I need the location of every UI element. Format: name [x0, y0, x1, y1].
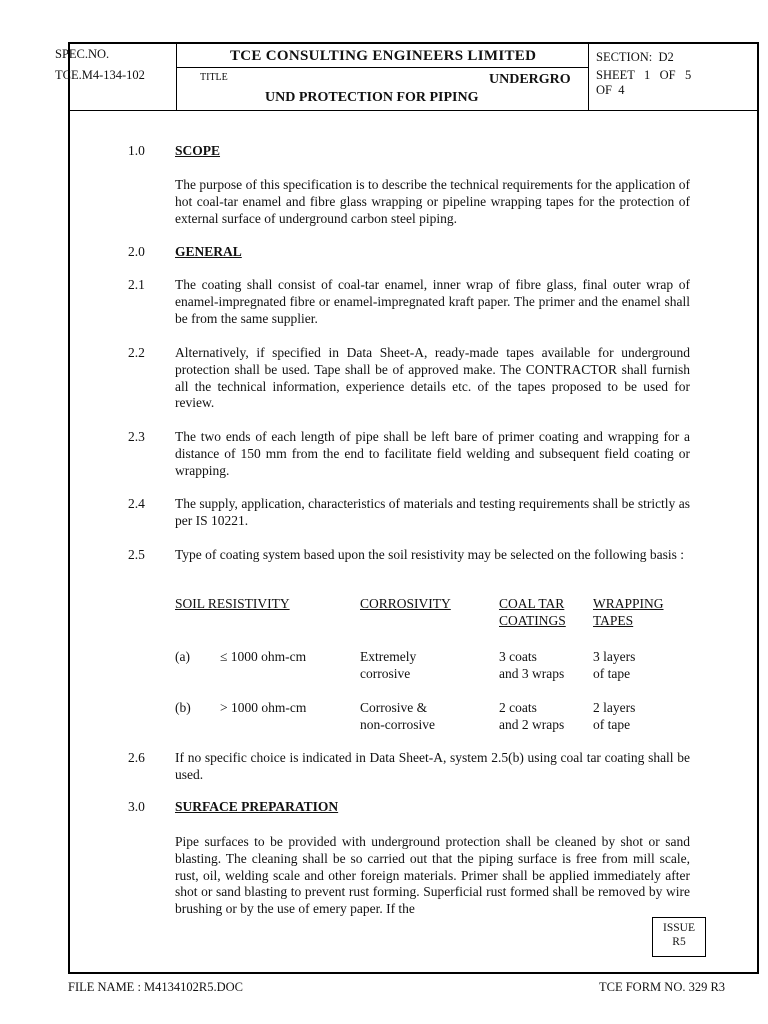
clause-2-1-paragraph: The coating shall consist of coal-tar enamel, inner wrap of fibre glass, final outer wrap of enamel-impregnated fibre or enamel-impregnated kraft paper. The primer and the enamel shall be from the same supplier. — [175, 277, 690, 326]
scope-paragraph: The purpose of this specification is to describe the technical requirements for the application of hot coal-tar enamel and fibre glass wrapping or pipeline wrapping tapes for the protection of external surface of underground carbon steel piping. — [175, 177, 690, 226]
title-line-2: UND PROTECTION FOR PIPING — [265, 90, 479, 105]
table-cell-coatings: and 3 wraps — [499, 666, 565, 681]
table-row-label: (a) — [175, 649, 190, 664]
table-cell-resistivity: > 1000 ohm-cm — [220, 700, 307, 715]
issue-revision: R5 — [672, 936, 686, 948]
table-cell-corrosivity: Corrosive & — [360, 700, 428, 715]
table-header-corrosivity: CORROSIVITY — [360, 596, 451, 611]
table-cell-corrosivity: corrosive — [360, 666, 411, 681]
section-label: SECTION: D2 — [596, 50, 674, 64]
table-header-wrapping: WRAPPING — [593, 596, 664, 611]
clause-number: 2.6 — [128, 750, 145, 765]
header-right-divider — [588, 42, 589, 110]
table-cell-tapes: 3 layers — [593, 649, 636, 664]
section-number: 3.0 — [128, 799, 145, 814]
clause-2-3-paragraph: The two ends of each length of pipe shall be left bare of primer coating and wrapping for a distance of 150 mm from the end to facilitate field welding and subsequent field coating or wrapping. — [175, 429, 690, 478]
clause-2-4-paragraph: The supply, application, characteristics of materials and testing requirements shall be strictly as per IS 10221. — [175, 496, 690, 528]
table-cell-coatings: 3 coats — [499, 649, 537, 664]
clause-2-6-paragraph: If no specific choice is indicated in Data Sheet-A, system 2.5(b) using coal tar coating shall be used. — [175, 750, 690, 782]
table-header-tapes: TAPES — [593, 613, 634, 628]
title-line-1: UNDERGRO — [489, 72, 571, 87]
table-cell-resistivity: ≤ 1000 ohm-cm — [220, 649, 307, 664]
clause-number: 2.4 — [128, 496, 145, 511]
clause-number: 2.2 — [128, 345, 145, 360]
title-divider-rule — [176, 67, 588, 68]
table-cell-coatings: and 2 wraps — [499, 717, 565, 732]
table-cell-tapes: 2 layers — [593, 700, 636, 715]
section-heading-scope: SCOPE — [175, 143, 221, 158]
table-cell-tapes: of tape — [593, 717, 631, 732]
company-name: TCE CONSULTING ENGINEERS LIMITED — [230, 48, 537, 64]
table-row-label: (b) — [175, 700, 191, 715]
sheet-label: SHEET 1 OF 5 — [596, 68, 692, 82]
section-heading-general: GENERAL — [175, 244, 242, 259]
clause-2-5-paragraph: Type of coating system based upon the soil resistivity may be selected on the following basis : — [175, 547, 684, 562]
table-cell-corrosivity: non-corrosive — [360, 717, 435, 732]
issue-box — [652, 917, 706, 957]
spec-no-value: TCE.M4-134-102 — [55, 68, 145, 82]
sheet-label-cont: OF 4 — [596, 83, 625, 97]
issue-label: ISSUE — [663, 922, 695, 934]
title-label: TITLE — [200, 72, 228, 83]
section-number: 2.0 — [128, 244, 145, 259]
header-left-divider — [176, 42, 177, 110]
footer-form-number: TCE FORM NO. 329 R3 — [599, 980, 726, 994]
clause-number: 2.1 — [128, 277, 145, 292]
surface-preparation-paragraph: Pipe surfaces to be provided with underground protection shall be cleaned by shot or sand blasting. The cleaning shall be so carried out that the piping surface is free from mill scale, rust, oil, welding scale and other foreign materials. Primer shall be applied immediately after shot or sand blasting to prevent rust forming. Superficial rust formed shall be removed by wire brushing or by the use of emery paper. If the — [175, 834, 690, 917]
spec-no-label: SPEC.NO. — [55, 47, 110, 61]
clause-2-2-paragraph: Alternatively, if specified in Data Sheet-A, ready-made tapes available for underground protection shall be used. Tape shall be of approved make. The CONTRACTOR shall furnish all the technical information, experience details etc. of the tapes proposed to be used for review. — [175, 345, 690, 411]
clause-number: 2.5 — [128, 547, 145, 562]
section-number: 1.0 — [128, 143, 145, 158]
table-header-soil-resistivity: SOIL RESISTIVITY — [175, 596, 290, 611]
table-cell-corrosivity: Extremely — [360, 649, 417, 664]
table-header-coatings: COATINGS — [499, 613, 566, 628]
table-header-coal-tar: COAL TAR — [499, 596, 565, 611]
table-cell-coatings: 2 coats — [499, 700, 537, 715]
header-bottom-rule — [68, 110, 759, 111]
footer-file-name: FILE NAME : M4134102R5.DOC — [68, 980, 244, 994]
table-cell-tapes: of tape — [593, 666, 631, 681]
clause-number: 2.3 — [128, 429, 145, 444]
section-heading-surface-preparation: SURFACE PREPARATION — [175, 799, 339, 814]
